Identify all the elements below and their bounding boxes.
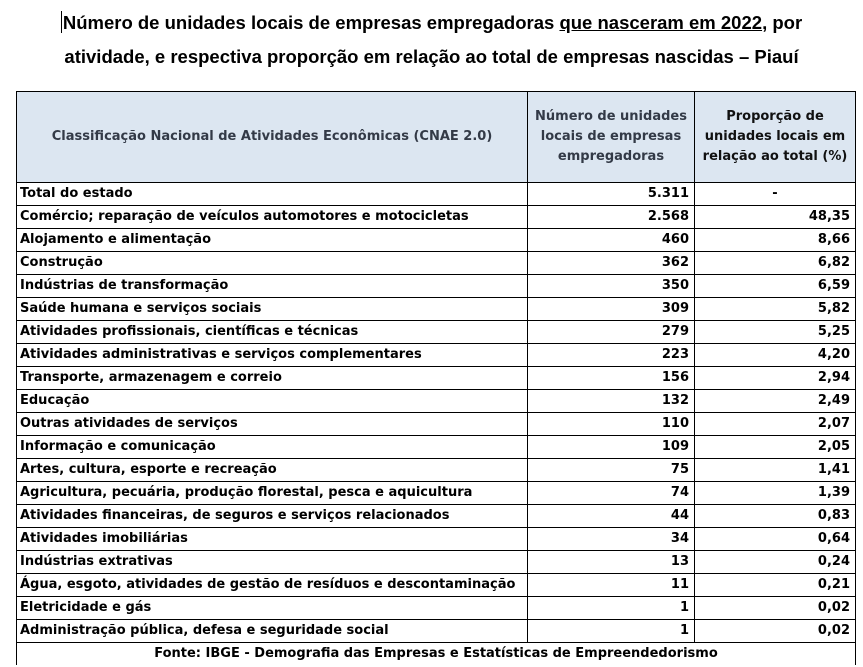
table-row	[17, 528, 856, 551]
cell-activity: Administração pública, defesa e seguridade social	[17, 620, 528, 643]
cell-share: -	[695, 183, 856, 206]
cell-share: 5,82	[695, 298, 856, 321]
cell-share: 6,82	[695, 252, 856, 275]
table-row	[17, 344, 856, 367]
cell-activity: Atividades administrativas e serviços complementares	[17, 344, 528, 367]
cell-activity: Alojamento e alimentação	[17, 229, 528, 252]
table-row	[17, 367, 856, 390]
cell-activity: Informação e comunicação	[17, 436, 528, 459]
title-line-1	[0, 6, 863, 40]
cell-activity: Saúde humana e serviços sociais	[17, 298, 528, 321]
cell-units: 109	[528, 436, 695, 459]
cell-units: 460	[528, 229, 695, 252]
cell-units: 1	[528, 620, 695, 643]
table-row	[17, 390, 856, 413]
cell-units: 75	[528, 459, 695, 482]
cell-units: 223	[528, 344, 695, 367]
table-row	[17, 229, 856, 252]
cell-units: 2.568	[528, 206, 695, 229]
table-row	[17, 183, 856, 206]
table-row	[17, 298, 856, 321]
cell-units: 11	[528, 574, 695, 597]
table-row	[17, 505, 856, 528]
cell-activity: Outras atividades de serviços	[17, 413, 528, 436]
cell-share: 0,24	[695, 551, 856, 574]
table-row	[17, 436, 856, 459]
cell-share: 6,59	[695, 275, 856, 298]
table-body	[17, 183, 856, 643]
cell-activity: Construção	[17, 252, 528, 275]
cell-share: 0,02	[695, 620, 856, 643]
cell-share: 2,94	[695, 367, 856, 390]
title-underlined-text: que nasceram em 2022	[559, 12, 763, 33]
cell-share: 1,39	[695, 482, 856, 505]
cell-units: 1	[528, 597, 695, 620]
cell-share: 8,66	[695, 229, 856, 252]
cell-units: 350	[528, 275, 695, 298]
cell-activity: Atividades profissionais, científicas e técnicas	[17, 321, 528, 344]
cell-activity: Indústrias extrativas	[17, 551, 528, 574]
cell-share: 2,05	[695, 436, 856, 459]
table-row	[17, 482, 856, 505]
cell-units: 362	[528, 252, 695, 275]
title-line-2: atividade, e respectiva proporção em relação ao total de empresas nascidas – Piauí	[64, 46, 799, 67]
cell-units: 156	[528, 367, 695, 390]
cell-activity: Artes, cultura, esporte e recreação	[17, 459, 528, 482]
table-row	[17, 206, 856, 229]
cell-share: 5,25	[695, 321, 856, 344]
table-header-row	[17, 92, 856, 183]
cell-units: 110	[528, 413, 695, 436]
cell-units: 44	[528, 505, 695, 528]
title-text-end: , por	[762, 12, 803, 33]
cell-activity: Total do estado	[17, 183, 528, 206]
cell-activity: Educação	[17, 390, 528, 413]
header-activity: Classificação Nacional de Atividades Econômicas (CNAE 2.0)	[17, 92, 528, 183]
cell-activity: Eletricidade e gás	[17, 597, 528, 620]
source-row	[17, 643, 856, 666]
cell-share: 0,83	[695, 505, 856, 528]
cell-share: 48,35	[695, 206, 856, 229]
header-share: Proporção de unidades locais em relação ao total (%)	[695, 92, 856, 183]
activities-table	[16, 91, 856, 665]
table-row	[17, 321, 856, 344]
cell-share: 2,07	[695, 413, 856, 436]
cell-units: 13	[528, 551, 695, 574]
cell-units: 74	[528, 482, 695, 505]
cell-activity: Atividades imobiliárias	[17, 528, 528, 551]
cell-share: 1,41	[695, 459, 856, 482]
cell-activity: Indústrias de transformação	[17, 275, 528, 298]
cell-units: 5.311	[528, 183, 695, 206]
table-row	[17, 252, 856, 275]
cell-units: 309	[528, 298, 695, 321]
cell-activity: Água, esgoto, atividades de gestão de resíduos e descontaminação	[17, 574, 528, 597]
table-row	[17, 459, 856, 482]
cell-share: 0,64	[695, 528, 856, 551]
cell-activity: Atividades financeiras, de seguros e serviços relacionados	[17, 505, 528, 528]
table-row	[17, 574, 856, 597]
table-row	[17, 620, 856, 643]
source-note: Fonte: IBGE - Demografia das Empresas e Estatísticas de Empreendedorismo	[17, 643, 856, 666]
header-units: Número de unidades locais de empresas empregadoras	[528, 92, 695, 183]
cell-share: 4,20	[695, 344, 856, 367]
cell-share: 0,21	[695, 574, 856, 597]
cell-units: 34	[528, 528, 695, 551]
cell-units: 132	[528, 390, 695, 413]
title-text-start: Número de unidades locais de empresas empregadoras	[62, 12, 560, 33]
cell-activity: Transporte, armazenagem e correio	[17, 367, 528, 390]
cell-activity: Comércio; reparação de veículos automotores e motocicletas	[17, 206, 528, 229]
document-title	[0, 6, 863, 74]
cell-activity: Agricultura, pecuária, produção florestal, pesca e aquicultura	[17, 482, 528, 505]
table-row	[17, 551, 856, 574]
cell-share: 0,02	[695, 597, 856, 620]
table-row	[17, 597, 856, 620]
table-row	[17, 275, 856, 298]
text-cursor	[61, 11, 62, 33]
cell-units: 279	[528, 321, 695, 344]
table-row	[17, 413, 856, 436]
cell-share: 2,49	[695, 390, 856, 413]
